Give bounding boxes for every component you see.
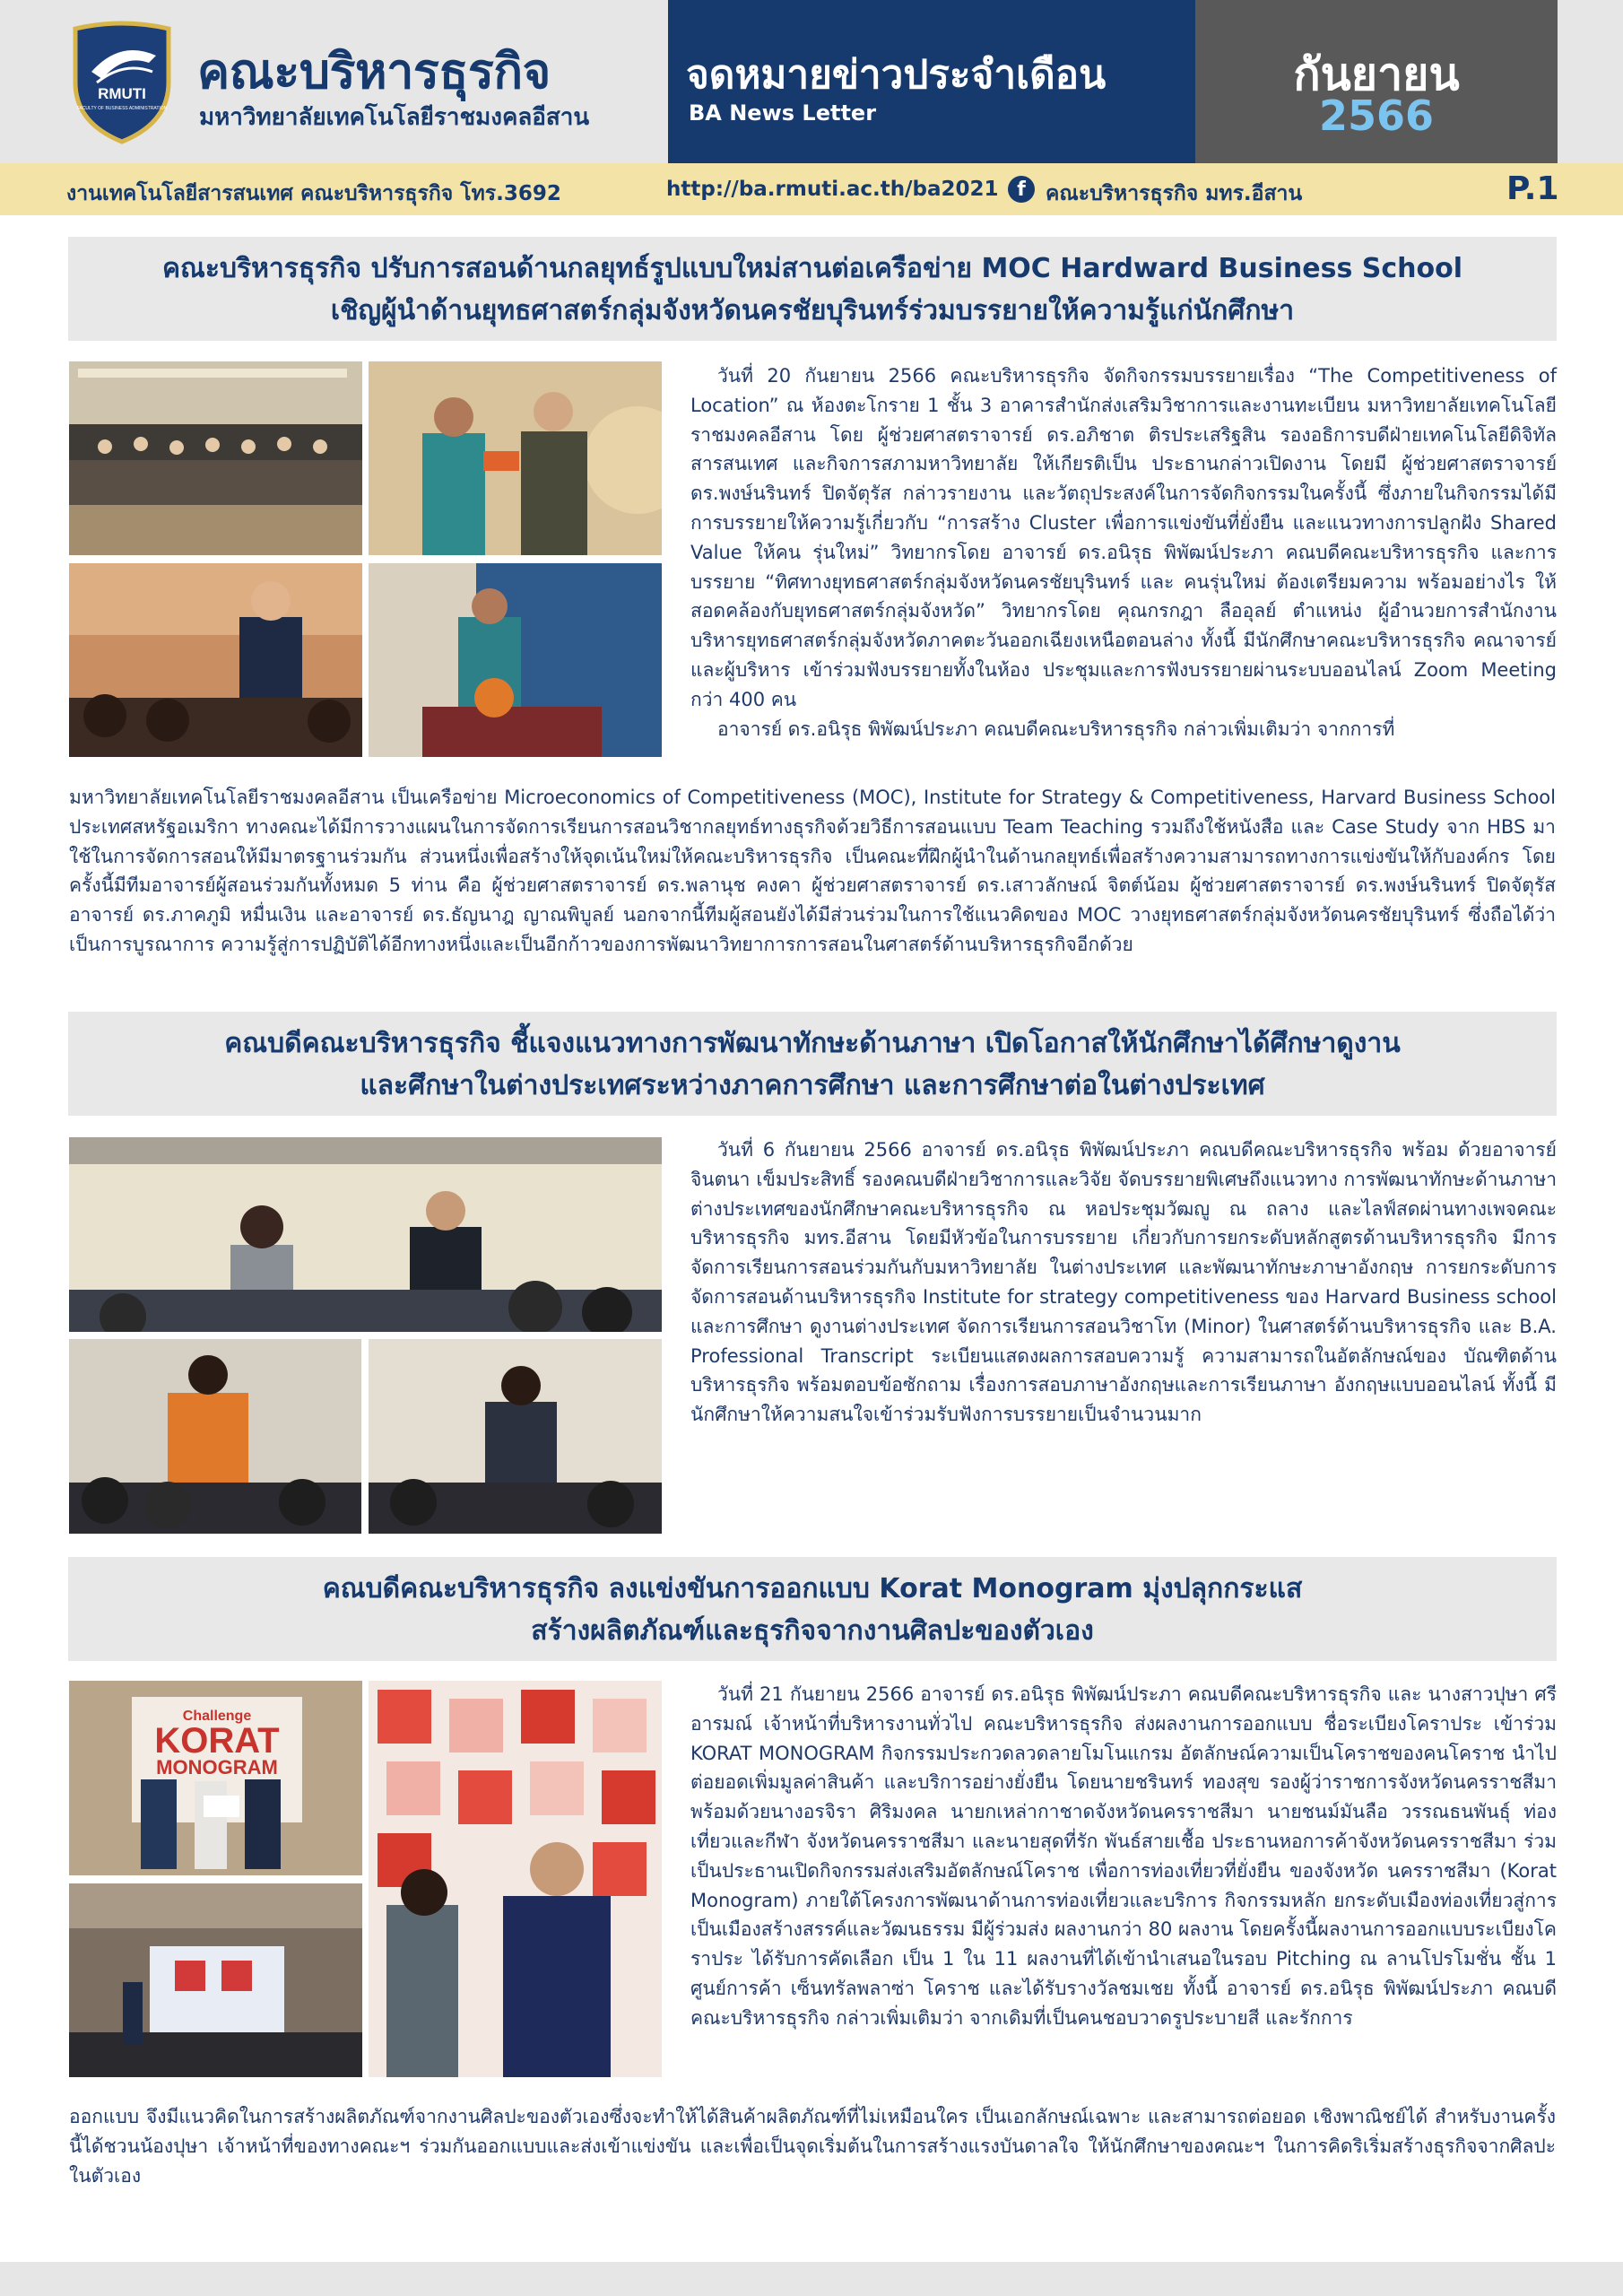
article-3-title-line-1: คณบดีคณะบริหารธุรกิจ ลงแข่งขันการออกแบบ Korat Monogram มุ่งปลุกกระแส bbox=[322, 1573, 1303, 1605]
text-line: เกี่ยวกับการยกระดับหลักสูตรด้านบริหารธุรกิจ มีการจัดการเรียนการสอนร่วมกันกับมหาวิทยาลัย bbox=[690, 1227, 1557, 1279]
text-line: อัตลักษณ์ความเป็นโคราชของคนโคราช นำไปต่อยอดเพิ่มมูลค่าสินค้า และบริการอย่างยั่งยืน bbox=[690, 1742, 1557, 1794]
logo-text: RMUTI bbox=[98, 85, 146, 102]
university-name: มหาวิทยาลัยเทคโนโลยีราชมงคลอีสาน bbox=[199, 104, 590, 131]
text-line: พร้อมอย่างไร ให้สอดคล้องกับยุทธศาสตร์กลุ่มจังหวัด” วิทยากรโดย คุณกรกฎา ลืออุลย์ bbox=[690, 570, 1557, 622]
article-1-title bbox=[68, 237, 1557, 341]
article-3-photo-monogram-wall bbox=[369, 1681, 662, 2077]
text-line: ดร.พลานุช คงคา ผู้ช่วยศาสตราจารย์ ดร.เสาวลักษณ์ จิตต์น้อม ผู้ช่วยศาสตราจารย์ ดร.พงษ์นรินทร์ ปิดจัตุรัส อาจารย์ ดร.ภาคภูมิ หมื่นเงิน และอาจารย์ bbox=[69, 874, 1556, 926]
text-line: ออกแบบ จึงมีแนวคิดในการสร้างผลิตภัณฑ์จากงานศิลปะของตัวเองซึ่งจะทำให้ได้สินค้าผลิตภัณฑ์ที่ไม่เหมือนใคร เป็นเอกลักษณ์เฉพาะ และสามารถต่อยอด bbox=[69, 2106, 1306, 2127]
text-line: นครราชสีมา (Korat Monogram) ภายใต้โครงการพัฒนาด้านการท่องเที่ยวและบริการ bbox=[690, 1859, 1557, 1911]
text-line: ประชุมและการฟังบรรยายผ่านระบบออนไลน์ Zoom Meeting กว่า 400 คน bbox=[690, 658, 1557, 710]
article-2-title-line-2: และศึกษาในต่างประเทศระหว่างภาคการศึกษา และการศึกษาต่อในต่างประเทศ bbox=[360, 1070, 1265, 1101]
article-1-paragraph-2-start bbox=[690, 715, 1557, 744]
article-3-body bbox=[690, 1680, 1557, 2033]
poster-text-korat: KORAT bbox=[154, 1721, 280, 1761]
text-line: นายกเหล่ากาชาดจังหวัดนครราชสีมา นายชนม์มันลือ วรรณธนพันธุ์ ท่องเที่ยวและกีฬา bbox=[690, 1801, 1557, 1852]
text-line: เชิงพาณิชย์ได้ สำหรับงานครั้งนี้ได้ชวนน้องปุษา เจ้าหน้าที่ของทางคณะฯ ร่วมกันออกแบบและส่งเข้าแข่งขัน และเพื่อเป็นจุดเริ่มต้นในการสร้างแรงบันดาลใจ bbox=[69, 2106, 1556, 2157]
text-line: นางสาวปุษา ศรีอารมณ์ เจ้าหน้าที่บริหารงานทั่วไป คณะบริหารธุรกิจ ส่งผลงานการออกแบบ bbox=[690, 1683, 1557, 1735]
text-line: ด้วยอาจารย์จินตนา เข็มประสิทธิ์ รองคณบดีฝ่ายวิชาการและวิจัย จัดบรรยายพิเศษถึงแนวทาง bbox=[690, 1139, 1557, 1190]
facebook-icon: f bbox=[1008, 176, 1035, 203]
article-2-title-line-1: คณบดีคณะบริหารธุรกิจ ชี้แจงแนวทางการพัฒนาทักษะด้านภาษา เปิดโอกาสให้นักศึกษาได้ศึกษาดูงาน bbox=[224, 1028, 1401, 1059]
article-1-title-line-2: เชิญผู้นำด้านยุทธศาสตร์กลุ่มจังหวัดนครชัยบุรินทร์ร่วมบรรยายให้ความรู้แก่นักศึกษา bbox=[330, 295, 1295, 326]
poster-text-challenge: Challenge bbox=[182, 1709, 252, 1724]
issue-month: กันยายน bbox=[1293, 48, 1460, 100]
text-line: เป็น 1 ใน 11 ผลงานที่ได้เข้านำเสนอในรอบ Pitching ณ ลานโปรโมชั่น ชั้น 1 ศูนย์การค้า bbox=[690, 1948, 1557, 1999]
text-line: ในต่างประเทศ และพัฒนาทักษะภาษาอังกฤษ การยกระดับการจัดการสอนด้านบริหารธุรกิจ bbox=[690, 1257, 1557, 1308]
article-1-photo-podium bbox=[369, 563, 662, 757]
article-1-paragraph-1 bbox=[690, 361, 1557, 715]
article-1-photo-audience bbox=[69, 361, 362, 555]
text-line: การพัฒนาทักษะด้านภาษาต่างประเทศของนักศึกษาคณะบริหารธุรกิจ ณ หอประชุมวัฒญู bbox=[690, 1168, 1557, 1220]
info-bar bbox=[0, 163, 1623, 215]
text-line: Institute for strategy competitiveness ของ Harvard Business school และการศึกษา bbox=[690, 1285, 1557, 1337]
poster-text-monogram: MONOGRAM bbox=[156, 1756, 278, 1779]
text-line: รองอธิการบดีฝ่ายเทคโนโลยีดิจิทัลสารสนเทศ และกิจการสภามหาวิทยาลัย ให้เกียรติเป็น bbox=[690, 423, 1558, 475]
issue-year: 2566 bbox=[1318, 91, 1435, 140]
article-2-photo-lecture bbox=[69, 1137, 662, 1332]
text-line: บรรยาย “ทิศทางยุทธศาสตร์กลุ่มจังหวัดนครชัยบุรินทร์ และ คนรุ่นใหม่ ต้องเตรียมความ bbox=[690, 570, 1408, 593]
text-line: เป็นคณะที่ฝึกผู้นำในด้านกลยุทธ์เพื่อสร้างความสามารถทางการแข่งขันให้กับองค์กร โดยครั้งนี้มีทีมอาจารย์ผู้สอนร่วมกันทั้งหมด 5 ท่าน คือ ผู้ช่วยศาสตราจารย์ bbox=[69, 845, 1556, 897]
text-line: ตำแหน่ง ผู้อำนวยการสำนักงานบริหารยุทธศาสตร์กลุ่มจังหวัดภาคตะวันออกเฉียงเหนือตอนล่าง bbox=[690, 600, 1557, 652]
article-1-title-line-1: คณะบริหารธุรกิจ ปรับการสอนด้านกลยุทธ์รูปแบบใหม่สานต่อเครือข่าย MOC Hardward Business School bbox=[161, 253, 1463, 284]
faculty-name: คณะบริหารธุรกิจ bbox=[197, 43, 551, 100]
article-3-body-continued bbox=[69, 2102, 1556, 2190]
text-line: จังหวัดนครราชสีมา และนายสุดที่รัก พันธ์สายเชื้อ ประธานหอการค้าจังหวัดนครราชสีมา bbox=[806, 1830, 1517, 1852]
article-1-body-continued bbox=[69, 783, 1556, 960]
text-line: of Location” ณ ห้องตะโกราย 1 ชั้น 3 อาคารสำนักส่งเสริมวิชาการและงานทะเบียน bbox=[690, 365, 1557, 416]
text-line: ทั้งนี้ มีนักศึกษาคณะบริหารธุรกิจ คณาจารย์ และผู้บริหาร เข้าร่วมฟังบรรยายทั้งในห้อง bbox=[690, 630, 1557, 681]
text-line: วันที่ 6 กันยายน 2566 อาจารย์ ดร.อนิรุธ พิพัฒน์ประภา คณบดีคณะบริหารธุรกิจ พร้อม bbox=[717, 1139, 1449, 1161]
text-line: ให้นักศึกษาของคณะฯ ในการคิดริเริ่มสร้างธุรกิจจากศิลปะในตัวเอง bbox=[69, 2135, 1556, 2187]
text-line: ความรู้สู่การปฏิบัติได้อีกทางหนึ่งและเป็นอีกก้าวของการพัฒนาวิทยาการการสอนในศาสตร์ด้านบริหารธุรกิจอีกด้วย bbox=[221, 933, 1133, 955]
page-number: P.1 bbox=[1506, 170, 1559, 207]
text-line: ณ ถลาง และไลฟ์สดผ่านทางเพจคณะบริหารธุรกิจ มทร.อีสาน โดยมีหัวข้อในการบรรยาย bbox=[690, 1197, 1557, 1249]
text-line: เซ็นทรัลพลาซ่า โคราช และได้รับรางวัลชมเชย ทั้งนี้ อาจารย์ ดร.อนิรุธ พิพัฒน์ประภา bbox=[790, 1977, 1494, 1999]
footer-strip bbox=[0, 2262, 1623, 2296]
text-line: ประธานกล่าวเปิดงาน โดยมี ผู้ช่วยศาสตราจารย์ ดร.พงษ์นรินทร์ ปิดจัตุรัส กล่าวรายงาน bbox=[690, 453, 1557, 505]
text-line: ดร.ธัญนาฎ ญาณพิบูลย์ นอกจากนี้ทีมผู้สอนยังได้มีส่วนร่วมในการใช้แนวคิดของ MOC วางยุทธศาสตร์กลุ่มจังหวัดนครชัยบุรินทร์ ซึ่งถือได้ว่าเป็นการบูรณาการ bbox=[69, 904, 1556, 955]
newsletter-title-thai: จดหมายข่าวประจำเดือน bbox=[686, 52, 1107, 98]
text-line: กิจกรรมหลัก ยกระดับเมืองท่องเที่ยวสู่การเป็นเมืองสร้างสรรค์และวัฒนธรรม มีผู้ร่วมส่ง bbox=[690, 1889, 1557, 1941]
text-line: มหาวิทยาลัยเทคโนโลยีราชมงคลอีสาน โดย ผู้ช่วยศาสตราจารย์ ดร.อภิชาต ติรประเสริฐสิน bbox=[690, 394, 1557, 446]
text-line: ชื่อระเบียงโคราประ เข้าร่วม KORAT MONOGRAM กิจกรรมประกวดลวดลายโมโนแกรม bbox=[690, 1712, 1557, 1764]
text-line: โดยนายชรินทร์ ทองสุข รองผู้ว่าราชการจังหวัดนครราชสีมา พร้อมด้วยนางอรจิรา ศิริมงคล bbox=[690, 1771, 1557, 1823]
text-line: อาจารย์ ดร.อนิรุธ พิพัฒน์ประภา คณบดีคณะบริหารธุรกิจ กล่าวเพิ่มเติมว่า จากการที่ bbox=[717, 718, 1395, 740]
article-1-photo-speaker bbox=[69, 563, 362, 757]
article-2-title bbox=[68, 1012, 1557, 1116]
text-line: “การสร้าง Cluster เพื่อการแข่งขันที่ยั่งยืน และแนวทางการปลูกฝัง Shared Value ให้คน bbox=[690, 511, 1557, 563]
text-line: อังกฤษแบบออนไลน์ ทั้งนี้ มีนักศึกษาให้ความสนใจเข้าร่วมรับฟังการบรรยายเป็นจำนวนมาก bbox=[690, 1374, 1557, 1426]
article-2-photo-student-question bbox=[69, 1339, 361, 1534]
text-line: วันที่ 21 กันยายน 2566 อาจารย์ ดร.อนิรุธ พิพัฒน์ประภา คณบดีคณะบริหารธุรกิจ และ bbox=[717, 1683, 1422, 1705]
text-line: และวัตถุประสงค์ในการจัดกิจกรรมในครั้งนี้ ซึ่งภายในกิจกรรมได้มีการบรรยายให้ความรู้เกี่ยวกับ bbox=[690, 483, 1557, 534]
website-link[interactable]: http://ba.rmuti.ac.th/ba2021 bbox=[666, 178, 999, 201]
newsletter-title-english: BA News Letter bbox=[689, 100, 877, 126]
article-3-title bbox=[68, 1557, 1557, 1661]
article-1-body bbox=[690, 361, 1557, 744]
article-3-photo-pitching bbox=[69, 1883, 362, 2077]
text-line: มหาวิทยาลัยเทคโนโลยีราชมงคลอีสาน เป็นเครือข่าย Microeconomics of Competitiveness (MOC), Institute for Strategy & Competitiveness, bbox=[69, 787, 1315, 808]
text-line: วันที่ 20 กันยายน 2566 คณะบริหารธุรกิจ จัดกิจกรรมบรรยายเรื่อง “The Competitiveness bbox=[717, 365, 1525, 387]
logo-subtext: FACULTY OF BUSINESS ADMINISTRATION bbox=[76, 106, 168, 111]
rmuti-logo bbox=[66, 20, 178, 145]
article-2-body bbox=[690, 1135, 1557, 1430]
article-3-photo-award-stage bbox=[69, 1681, 362, 1875]
article-3-title-line-2: สร้างผลิตภัณฑ์และธุรกิจจากงานศิลปะของตัวเอง bbox=[531, 1615, 1094, 1647]
article-3-paragraph-1 bbox=[690, 1680, 1557, 2033]
text-line: ร่วมเป็นประธานเปิดกิจกรรมส่งเสริมอัตลักษณ์โคราช เพื่อการท่องเที่ยวที่ยั่งยืน ของจังหวัด bbox=[690, 1830, 1557, 1882]
header-edge-panel bbox=[1558, 0, 1623, 163]
text-line: ดูงานต่างประเทศ จัดการเรียนการสอนวิชาโท (Minor) ในศาสตร์ด้านบริหารธุรกิจ และ B.A. bbox=[810, 1315, 1557, 1337]
text-line: บัณฑิตด้านบริหารธุรกิจ พร้อมตอบข้อซักถาม เรื่องการสอบภาษาอังกฤษและการเรียนภาษา bbox=[690, 1344, 1557, 1396]
text-line: Professional Transcript ระเบียนแสดงผลการสอบความรู้ ความสามารถในอัตลักษณ์ของ bbox=[690, 1344, 1446, 1367]
article-2-paragraph-1 bbox=[690, 1135, 1557, 1430]
newsletter-header bbox=[0, 0, 1623, 163]
text-line: คณบดีคณะบริหารธุรกิจ กล่าวเพิ่มเติมว่า จากเดิมที่เป็นคนชอบวาดรูประบายสี และรักการ bbox=[690, 1977, 1557, 2029]
text-line: รุ่นใหม่” วิทยากรโดย อาจารย์ ดร.อนิรุธ พิพัฒน์ประภา คณบดีคณะบริหารธุรกิจ และการ bbox=[812, 541, 1557, 563]
facebook-page-link[interactable]: คณะบริหารธุรกิจ มทร.อีสาน bbox=[1046, 182, 1303, 205]
article-1-photo-award-handover bbox=[369, 361, 662, 555]
text-line: ผลงานกว่า 80 ผลงาน โดยครั้งนี้ผลงานการออกแบบระเบียงโคราประ ได้รับการคัดเลือก bbox=[690, 1918, 1557, 1970]
text-line: Harvard Business School ประเทศสหรัฐอเมริกา ทางคณะได้มีการวางแผนในการจัดการเรียนการสอนวิชากลยุทธ์ทางธุรกิจด้วยวิธีการสอนแบบ Team bbox=[69, 787, 1556, 838]
article-2-photo-student-speaking bbox=[369, 1339, 662, 1534]
text-line: Teaching รวมถึงใช้หนังสือ และ Case Study จาก HBS มาใช้ในการจัดการสอนให้มีมาตรฐานร่วมกัน ส่วนหนึ่งเพื่อสร้างให้จุดเน้นใหม่ให้คณะบริหารธุรกิจ bbox=[69, 815, 1556, 867]
department-contact: งานเทคโนโลยีสารสนเทศ คณะบริหารธุรกิจ โทร.3692 bbox=[66, 182, 561, 205]
